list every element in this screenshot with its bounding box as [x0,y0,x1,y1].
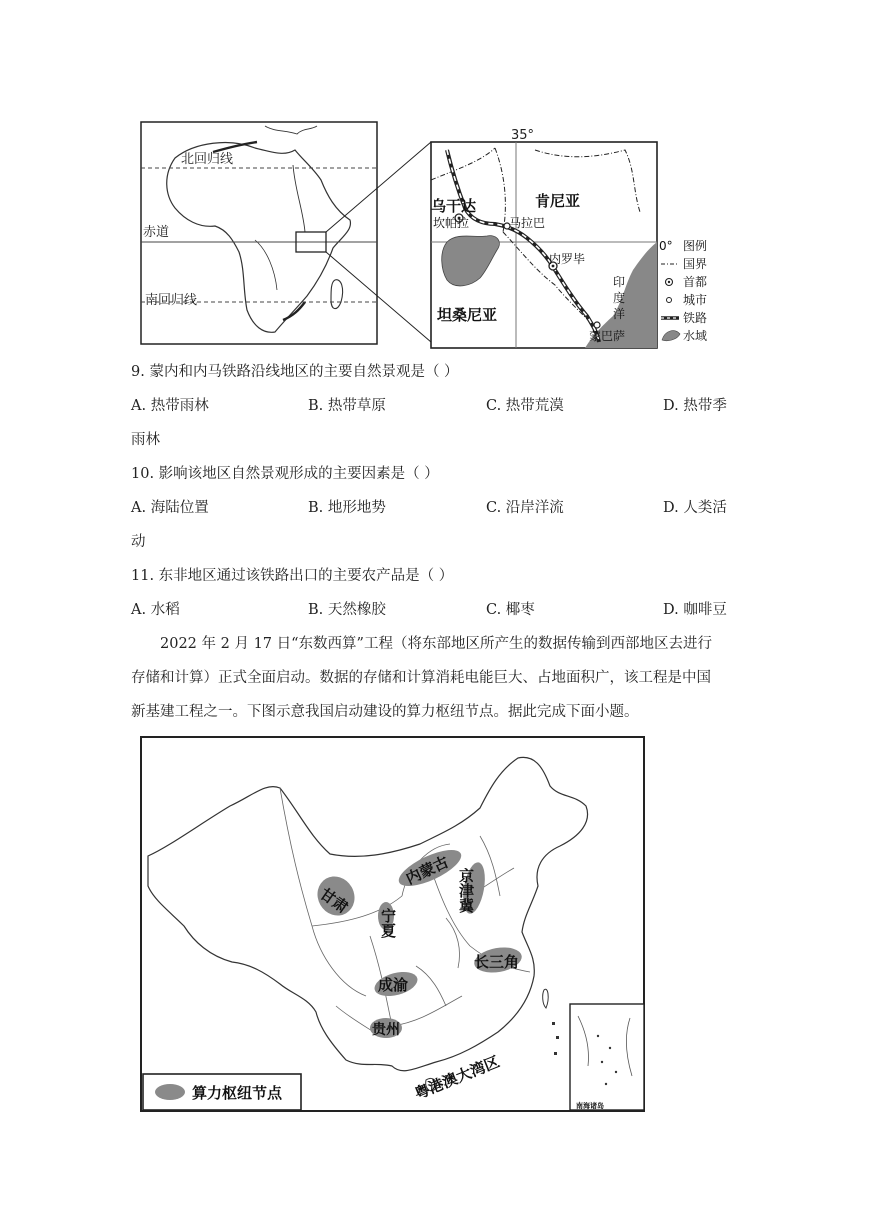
tropic-cancer-label: 北回归线 [181,152,234,167]
passage-line-3: 新基建工程之一。下图示意我国启动建设的算力枢纽节点。据此完成下面小题。 [131,704,639,720]
passage-line-1: 2022 年 2 月 17 日“东数西算”工程（将东部地区所产生的数据传输到西部地区去进行 [160,636,712,652]
q9-option-d-wrap: 雨林 [131,432,160,448]
country-tanzania: 坦桑尼亚 [437,306,498,324]
africa-map-figure [135,120,747,352]
city-malaba: 马拉巴 [509,216,546,230]
q11-option-d: D. 咖啡豆 [663,602,727,618]
hub-legend-icon [155,1084,185,1100]
legend-railway: 铁路 [683,311,708,325]
q10-option-d: D. 人类活 [663,500,727,516]
city-legend-icon [667,298,672,303]
legend-water: 水域 [683,329,708,343]
q9-option-a: A. 热带雨林 [131,398,209,414]
tropic-capricorn-label: 南回归线 [145,293,198,308]
question-11-stem: 11. 东非地区通过该铁路出口的主要农产品是（ ） [131,568,454,584]
node-chengyu: 成渝 [378,976,409,994]
zero-degree-label: 0° [659,239,673,253]
city-mombasa: 蒙巴萨 [589,329,626,343]
china-computing-hub-map [140,736,647,1114]
south-china-sea-inset [570,1004,644,1110]
legend-border: 国界 [683,257,708,271]
passage-line-2: 存储和计算）正式全面启动。数据的存储和计算消耗电能巨大、占地面积广，该工程是中国 [131,670,711,686]
inset-label: 南海诸岛 [576,1102,604,1110]
q9-option-d: D. 热带季 [663,398,727,414]
city-nairobi: 内罗毕 [549,252,586,266]
legend-title: 图例 [683,239,708,253]
ocean-char-1: 印 [613,275,626,289]
q10-option-a: A. 海陆位置 [131,500,209,516]
longitude-label: 35° [511,128,535,143]
node-yangtze-delta: 长三角 [474,953,520,971]
q10-option-c: C. 沿岸洋流 [486,500,564,516]
q10-option-d-wrap: 动 [131,534,146,550]
question-9-stem: 9. 蒙内和内马铁路沿线地区的主要自然景观是（ ） [131,364,459,380]
ocean-char-2: 度 [613,291,626,305]
legend-capital: 首都 [683,275,708,289]
q11-option-b: B. 天然橡胶 [308,602,386,618]
q11-option-a: A. 水稻 [131,602,180,618]
legend-city: 城市 [683,293,708,307]
q10-option-b: B. 地形地势 [308,500,386,516]
node-inner-mongolia: 内蒙古 [403,852,452,889]
ocean-char-3: 洋 [613,307,626,321]
country-kenya: 肯尼亚 [535,192,581,210]
q9-option-c: C. 热带荒漠 [486,398,564,414]
equator-label: 赤道 [143,225,170,240]
country-uganda: 乌干达 [431,197,477,215]
node-gba: 粤港澳大湾区 [411,1052,503,1103]
africa-overview-frame [141,122,377,344]
city-kampala: 坎帕拉 [433,216,470,230]
legend-computing-hub: 算力枢纽节点 [192,1084,283,1102]
q11-option-c: C. 椰枣 [486,602,535,618]
question-10-stem: 10. 影响该地区自然景观形成的主要因素是（ ） [131,466,439,482]
water-legend-icon [662,331,680,341]
q9-option-b: B. 热带草原 [308,398,386,414]
node-gansu: 甘肃 [316,884,352,917]
node-guizhou: 贵州 [372,1022,400,1038]
node-ningxia: 宁夏 [379,908,397,938]
node-jingjinji: 京津冀 [457,868,475,913]
